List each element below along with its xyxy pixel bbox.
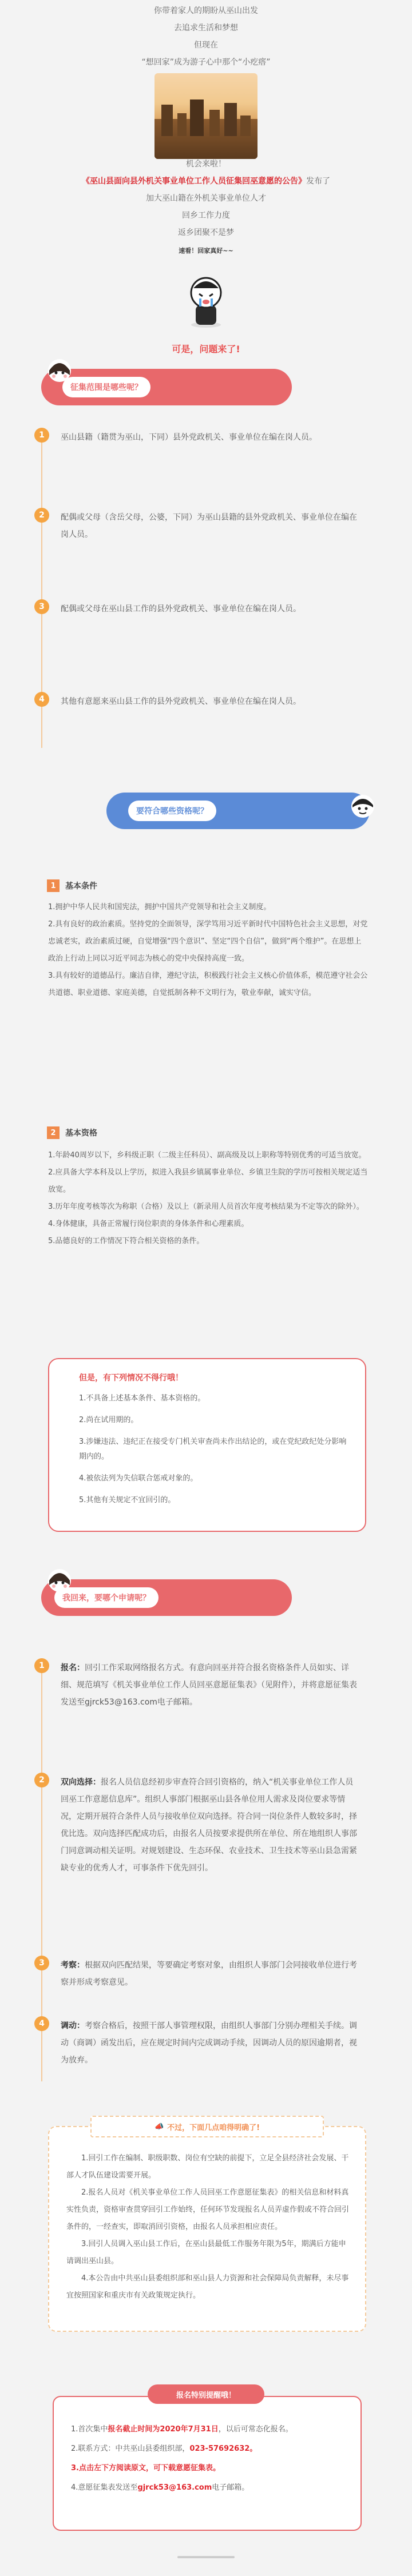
intro-notice-title: 《巫山县面向县外机关事业单位工作人员征集回巫意愿的公告》发布了 — [82, 177, 330, 186]
qualification-heading: 2 基本资格 — [47, 1126, 97, 1139]
notice-list — [66, 2150, 350, 2304]
list-item: 3.涉嫌违法、违纪正在接受专门机关审查尚未作出结论的，或在党纪政纪处分影响期内的。 — [79, 1438, 347, 1461]
conditions-heading: 要符合哪些资格呢？ — [128, 801, 216, 821]
exclusion-box — [48, 1358, 366, 1532]
intro-line: 你带着家人的期盼从巫山出发 — [154, 6, 258, 15]
list-item: 4.意愿征集表发送至gjrck53@163.com电子邮箱。 — [71, 2483, 249, 2492]
city-photo — [154, 73, 258, 159]
list-item: 3.回引人员调入巫山县工作后，在巫山县最低工作服务年限为5年，期满后方能申请调出巫山县。 — [66, 2240, 346, 2266]
girl-avatar-icon — [47, 1568, 72, 1593]
list-item: 1.回引工作在编制、职级职数、岗位有空缺的前提下，立足全县经济社会发展、干部人才队伍建设需要开展。 — [66, 2154, 349, 2180]
list-item: 2.报名人员对《机关事业单位工作人员回巫工作意愿征集表》的相关信息和材料真实性负责，资格审查贯穿回引工作始终，任何环节发现报名人员弄虚作假或不符合回引条件的，一经查实，即取消回引资格，由报名人员承担相应责任。 — [66, 2188, 350, 2231]
crying-cartoon-icon — [183, 271, 229, 328]
list-item: 5.其他有关规定不宜回引的。 — [79, 1496, 176, 1504]
process-heading-bubble — [41, 1579, 292, 1616]
intro-line: 速看！回家真好~~ — [179, 247, 233, 254]
contact-email[interactable]: gjrck53@163.com — [137, 2483, 212, 2492]
question-text: 可是，问题来了! — [172, 344, 240, 355]
notice-title-link: 《巫山县面向县外机关事业单位工作人员征集回巫意愿的公告》 — [82, 177, 306, 186]
list-item: 4.被依法列为失信联合惩戒对象的。 — [79, 1474, 198, 1483]
intro-line: 加大巫山籍在外机关事业单位人才 — [146, 194, 266, 203]
boy-avatar-icon — [350, 794, 375, 819]
bottom-divider — [177, 2556, 235, 2558]
question-block — [0, 335, 412, 358]
girl-avatar-icon — [47, 358, 72, 383]
exclusion-list — [79, 1388, 348, 1511]
list-item: 1.首次集中报名截止时间为2020年7月31日，以后可常态化报名。 — [71, 2425, 293, 2434]
intro-line: 但现在 — [194, 41, 218, 50]
notice-box — [48, 2126, 366, 2332]
megaphone-icon: 📣 — [154, 2122, 164, 2131]
process-list: 1 报名：回引工作采取网络报名方式。有意向回巫并符合报名资格条件人员如实、详细、规范填写《机关事业单位工作人员回巫意愿征集表》（见附件），并将意愿征集表发送至gjrck53@163.com电子邮箱。 2 双向选择：报名人员信息经初步审查符合回引资格的，纳入“机关事业单位工作人员回巫工作意愿信息库”。组织人事部门根据巫山县各单位用人需求及岗位要求等情况，定期开展符合条件人员与接收单位双向选择。符合同一岗位条件人数较多时，择优比选。双向选择匹配成功后，由报名人员按要求提供所在单位、所在地组织人事部门同意调动相关证明。对规划建设、生态环保、农业技术、卫生技术等巫山县急需紧缺专业的优秀人才，可事条件下优先回引。 3 考察：根据双向匹配结果，等要确定考察对象，由组织人事部门会同接收单位进行考察并形成考察意见。 4 调动：考察合格后，按照干部人事管理权限，由组织人事部门分别办理相关手续。调动（商调）函发出后，应在规定时间内完成调动手续，因调动人员的原因逾期者，视为放弃。 — [34, 1658, 389, 2104]
qualification-text: 1.年龄40周岁以下，乡科级正职（二级主任科员）、副高级及以上职称等特别优秀的可适当放宽。 2.应具备大学本科及以上学历，拟进入我县乡镇属事业单位、乡镇卫生院的学历可按相关规定适当放宽。 3.历年年度考核等次为称职（合格）及以上（新录用人员首次年度考核结果为不定等次的除外）。 4.身体健康，具备正常履行岗位职责的身体条件和心理素质。 5.品德良好的工作情况下符合相关资格的条件。 — [48, 1151, 368, 1245]
notice-title: 📣 不过，下面几点咱得明确了! — [90, 2116, 324, 2137]
contact-list — [71, 2420, 346, 2498]
process-heading: 我回来，要哪个申请呢？ — [54, 1587, 159, 1608]
intro-line: 去追求生活和梦想 — [174, 23, 238, 33]
intro-line: 机会来啦！ — [186, 160, 226, 169]
exclusion-title: 但是，有下列情况不得行哦！ — [79, 1373, 183, 1383]
contact-title: 报名特别提醒哦！ — [148, 2384, 264, 2404]
scope-heading: 征集范围是哪些呢？ — [62, 377, 150, 397]
list-item: 4.本公告由中共巫山县委组织部和巫山县人力资源和社会保障局负责解释，未尽事宜按照国家和重庆市有关政策规定执行。 — [66, 2274, 349, 2300]
intro-line: “想回家”成为游子心中那个“小疙瘩” — [141, 58, 271, 67]
list-item: 2.联系方式：中共巫山县委组织部，023-57692632。 — [71, 2444, 258, 2453]
basic-condition-text: 1.拥护中华人民共和国宪法，拥护中国共产党领导和社会主义制度。 2.具有良好的政治素质。坚持党的全面领导，深学笃用习近平新时代中国特色社会主义思想，对党忠诚老实，政治素质过硬，自觉增强“四个意识”、坚定“四个自信”，做到“两个维护”。在思想上政治上行动上同以习近平同志为核心的党中央保持高度一致。 3.具有较好的道德品行。廉洁自律，遵纪守法，积极践行社会主义核心价值体系，模范遵守社会公共道德、职业道德、家庭美德，自觉抵制各种不文明行为，敬业奉献，诚实守信。 — [48, 903, 368, 997]
read-original-hint: 3.点击左下方阅读原文，可下载意愿征集表。 — [71, 2464, 220, 2473]
basic-condition-heading: 1 基本条件 — [47, 879, 97, 892]
contact-phone[interactable]: 023-57692632。 — [189, 2444, 258, 2453]
scope-heading-bubble — [41, 369, 292, 405]
contact-box — [53, 2396, 362, 2531]
scope-list: 1 巫山县籍（籍贯为巫山，下同）县外党政机关、事业单位在编在岗人员。 2 配偶或父母（含岳父母，公婆，下同）为巫山县籍的县外党政机关、事业单位在编在岗人员。 3 配偶或父母在巫山县工作的县外党政机关、事业单位在编在岗人员。 4 其他有意愿来巫山县工作的县外党政机关、事业单位在编在岗人员。 — [34, 428, 389, 771]
intro-line: 返乡团聚不是梦 — [178, 228, 234, 237]
list-item: 1.不具备上述基本条件、基本资格的。 — [79, 1394, 205, 1403]
intro-line: 回乡工作力度 — [182, 211, 230, 220]
conditions-heading-bubble — [106, 793, 370, 829]
list-item: 2.尚在试用期的。 — [79, 1416, 138, 1424]
